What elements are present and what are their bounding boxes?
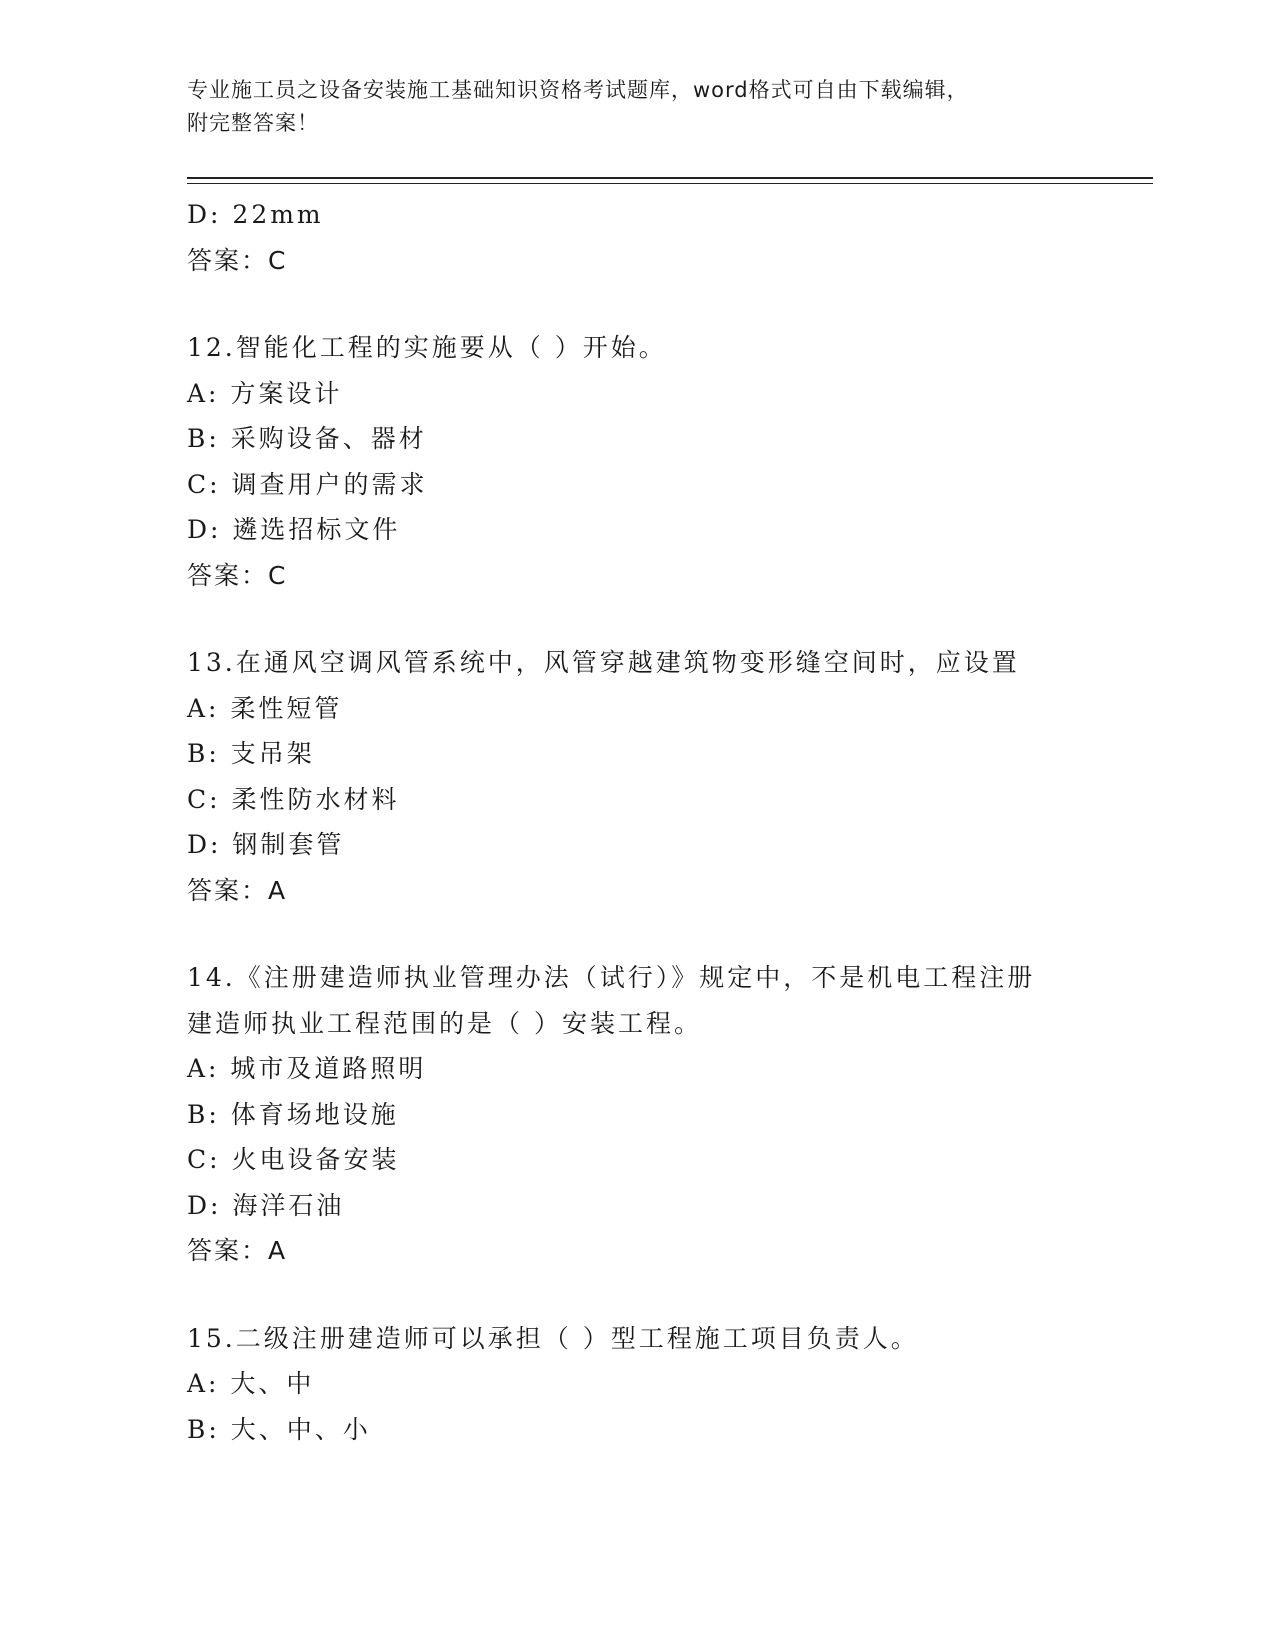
question-15 [187, 1316, 1117, 1453]
option-b: B: 支吊架 [187, 739, 315, 768]
header-rule-thin [187, 183, 1153, 184]
option-b: B: 体育场地设施 [187, 1099, 399, 1129]
question-stem-line-2: 建造师执业工程范围的是（ ）安装工程。 [187, 1008, 702, 1038]
answer: 答案：C [187, 560, 288, 590]
question-13 [187, 640, 1117, 913]
answer: 答案：A [187, 875, 288, 905]
option-c: C: 火电设备安装 [187, 1145, 400, 1174]
option-a: A: 柔性短管 [187, 693, 343, 723]
question-14 [187, 955, 1117, 1274]
option-d: D: 海洋石油 [187, 1190, 345, 1220]
option-a: A: 方案设计 [187, 378, 343, 408]
question-list [187, 192, 1117, 1452]
option-a: A: 大、中 [187, 1369, 315, 1398]
option-c: C: 调查用户的需求 [187, 469, 428, 499]
document-header [187, 74, 1067, 140]
option-c: C: 柔性防水材料 [187, 784, 400, 814]
header-line-2: 附完整答案！ [187, 111, 319, 135]
option-d: D: 遴选招标文件 [187, 515, 401, 544]
option-b: B: 采购设备、器材 [187, 424, 427, 453]
question-12 [187, 325, 1117, 598]
question-stem: 13.在通风空调风管系统中，风管穿越建筑物变形缝空间时，应设置 [187, 648, 1020, 677]
option-d: D: 钢制套管 [187, 830, 345, 859]
question-stem: 15.二级注册建造师可以承担（ ）型工程施工项目负责人。 [187, 1323, 919, 1353]
prev-option-d: D: 22mm [187, 200, 324, 229]
answer: 答案：A [187, 1236, 288, 1265]
question-stem-line-1: 14.《注册建造师执业管理办法（试行）》规定中，不是机电工程注册 [187, 963, 1036, 992]
header-line-1: 专业施工员之设备安装施工基础知识资格考试题库，word格式可自由下载编辑， [187, 78, 969, 102]
prev-answer: 答案：C [187, 245, 288, 275]
option-b: B: 大、中、小 [187, 1414, 371, 1444]
header-rule-thick [187, 177, 1153, 179]
question-stem: 12.智能化工程的实施要从（ ）开始。 [187, 333, 667, 362]
option-a: A: 城市及道路照明 [187, 1054, 427, 1083]
